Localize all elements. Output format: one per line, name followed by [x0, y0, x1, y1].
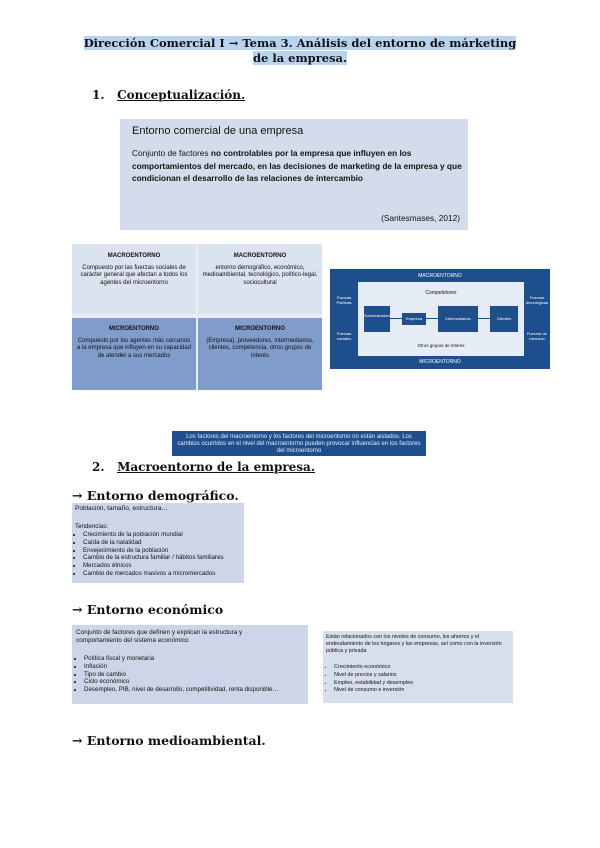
demographic-list [73, 531, 251, 578]
economic-list [74, 655, 318, 694]
micro-concept-cell: MICROENTORNO Compuesto por los agentes más cercanos a la empresa que influyen en su capacidad de atender a sus mercados [72, 318, 196, 390]
demographic-box: Población, tamaño, estructura… Tendencias: • Crecimiento de la población mundial • Caída de la natalidad • Envejecimiento de la población • Cambio de la estructura familiar / hábitos familiares • Mercados étnicos • Cambio de mercados masivos a micromercados [72, 503, 244, 583]
environmental-heading: → Entorno medioambiental. [72, 733, 266, 748]
flow-top-label: MACROENTORNO [418, 273, 462, 279]
section-1-heading: 1. Conceptualización. [92, 88, 246, 102]
environment-grid [72, 244, 322, 390]
definition-source: (Santesmases, 2012) [381, 213, 460, 223]
flow-inner [358, 282, 524, 356]
flow-bottom-label: MICROENTORNO [419, 359, 461, 365]
list-item: • Caída de la natalidad [83, 539, 251, 547]
list-item: • Cambio de la estructura familiar / hábitos familiares [83, 554, 251, 562]
economic-side-box: Están relacionados con los niveles de consumo, los ahorros y el endeudamiento de los hogares y las empresas, así como con la inversión pública y privada • Crecimiento económico • Nivel de precios y salarios • Empleo, estabilidad y desempleo • Nivel de consumo e inversión [323, 631, 513, 703]
list-item: • Envejecimiento de la población [83, 547, 251, 555]
flow-node-intermediaries: Intermediarios [438, 306, 478, 332]
list-item: • Política fiscal y monetaria [84, 655, 318, 663]
list-item: • Inflación [84, 663, 318, 671]
list-item: • Ciclo económico [84, 678, 318, 686]
flow-node-clients: Clientes [490, 306, 518, 332]
flow-arrow [426, 318, 438, 319]
list-item: • Nivel de consumo e inversión [334, 687, 520, 695]
flow-arrow [390, 318, 402, 319]
demographic-heading: → Entorno demográfico. [72, 488, 239, 503]
economic-side-list [324, 664, 520, 695]
definition-box [120, 119, 468, 230]
page-title: Dirección Comercial I → Tema 3. Análisis del entorno de márketing de la empresa. [83, 36, 517, 65]
flow-left-bottom-label: Fuerzas sociales [336, 331, 352, 341]
note-box: Los factores del macroentorno y los factores del microentorno no están aislados. Los cambios ocurridos en el nivel del macroentorno pueden provocar influencias en los factores del microentorno [172, 431, 426, 456]
environment-flow-diagram [330, 269, 550, 369]
list-item: • Crecimiento de la población mundial [83, 531, 251, 539]
flow-right-bottom-label: Fuerzas de mercado [526, 331, 547, 341]
flow-competitors-label: Competidores [425, 290, 457, 296]
list-item: • Crecimiento económico [334, 664, 520, 672]
macro-concept-cell: MACROENTORNO Compuesto por las fuerzas sociales de carácter general que afectan a todos los agentes del microentorno [72, 244, 196, 314]
flow-node-company: Empresa [402, 313, 426, 325]
definition-text: Conjunto de factores no controlables por la empresa que influyen en los comportamientos del mercado, en las decisiones de marketing de la empresa y que condicionan el desarrollo de las relaciones de intercambio [132, 148, 462, 183]
flow-right-top-label: Fuerzas tecnológicas [525, 295, 549, 305]
list-item: • Mercados étnicos [83, 562, 251, 570]
economic-heading: → Entorno económico [72, 602, 224, 617]
list-item: • Empleo, estabilidad y desempleo [334, 680, 520, 688]
definition-heading: Entorno comercial de una empresa [132, 125, 304, 137]
flow-node-suppliers: Suministradores [364, 306, 390, 332]
list-item: • Tipo de cambio [84, 671, 318, 679]
economic-box: Conjunto de factores que definen y explican la estructura y comportamiento del sistema económico • Política fiscal y monetaria • Inflación • Tipo de cambio • Ciclo económico • Desempleo, PIB, nivel de desarrollo, competitividad, renta disponible… [72, 625, 308, 704]
section-2-heading: 2. Macroentorno de la empresa. [92, 460, 316, 474]
macro-factors-cell: MACROENTORNO entorno demográfico, económico, medioambiental, tecnológico, político-legal, sociocultural [198, 244, 322, 314]
flow-arrow [478, 318, 490, 319]
list-item: • Cambio de mercados masivos a micromercados [83, 570, 251, 578]
flow-left-top-label: Fuerzas Políticas [336, 295, 352, 305]
flow-other-groups-label: Otros grupos de interés [417, 343, 465, 348]
micro-factors-cell: MICROENTORNO (Empresa), proveedores, intermediarios, clientes, competencia, otros grupos de interés [198, 318, 322, 390]
list-item: • Desempleo, PIB, nivel de desarrollo, competitividad, renta disponible… [84, 686, 318, 694]
list-item: • Nivel de precios y salarios [334, 672, 520, 680]
